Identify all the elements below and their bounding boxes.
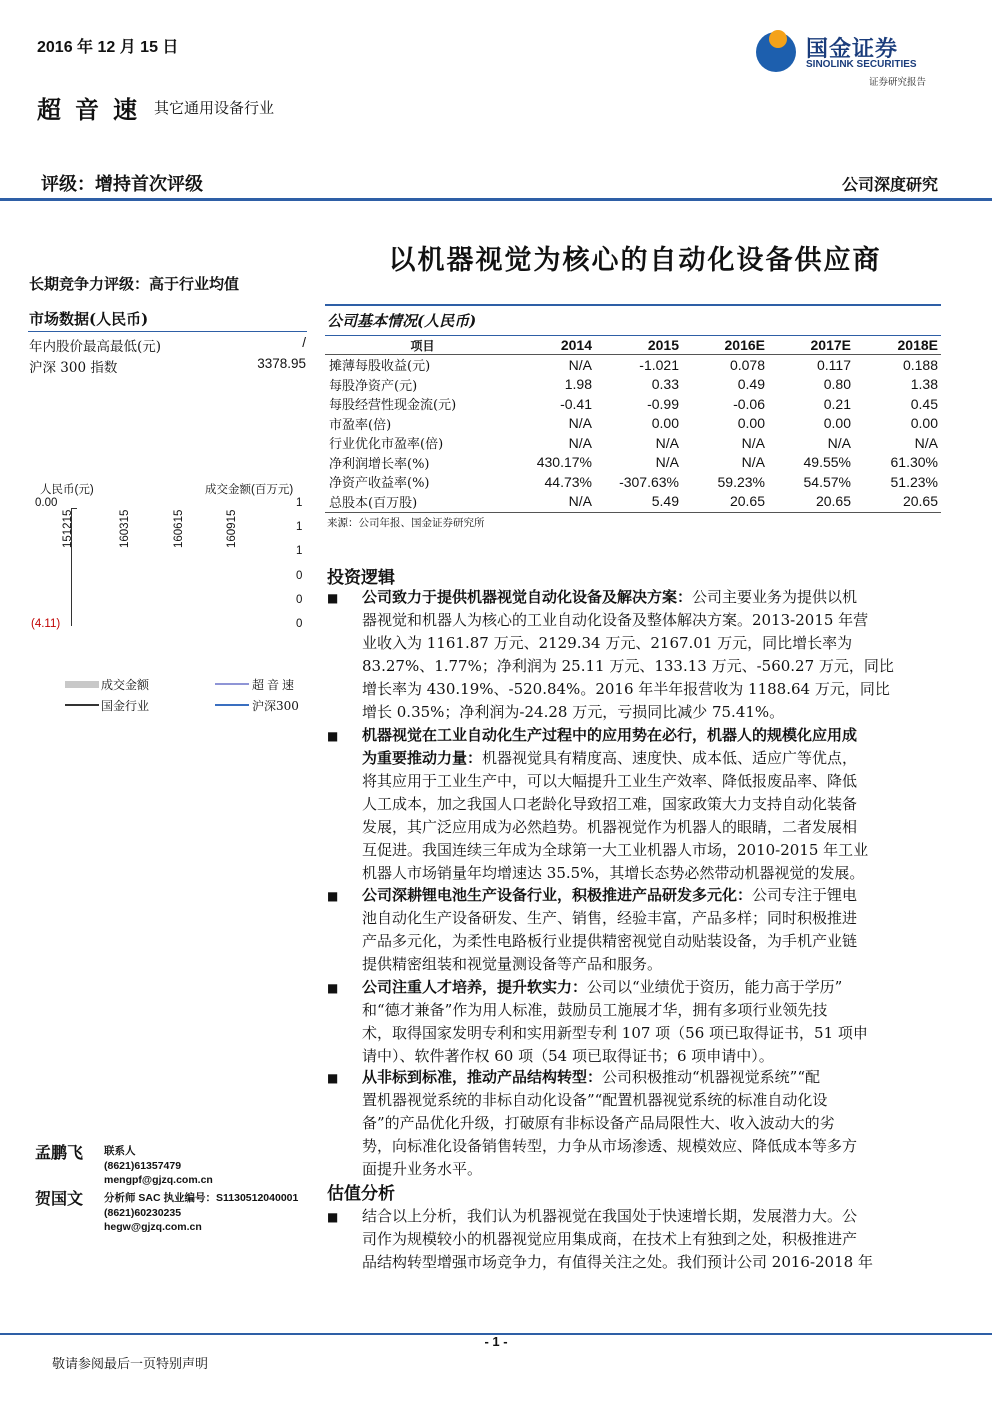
paragraph-line: 公司主要业务为提供以机 bbox=[692, 588, 858, 606]
bullet-icon: ■ bbox=[327, 729, 339, 743]
analyst-email[interactable]: hegw@gjzq.com.cn bbox=[104, 1221, 202, 1233]
bullet-icon: ■ bbox=[327, 981, 339, 995]
table-cell: N/A bbox=[741, 454, 765, 471]
table-cell: 每股经营性现金流(元) bbox=[329, 398, 457, 414]
footer-note: 敬请参阅最后一页特别声明 bbox=[52, 1357, 209, 1372]
table-cell: 0.45 bbox=[910, 395, 938, 412]
analyst-contact bbox=[104, 1191, 298, 1235]
table-cell: 0.00 bbox=[651, 415, 679, 432]
legend-swatch-hs300 bbox=[215, 704, 249, 706]
logic-paragraph bbox=[362, 884, 944, 976]
bullet-icon: ■ bbox=[327, 591, 339, 605]
table-header: 项目 bbox=[325, 336, 520, 355]
table-cell: 总股本(百万股) bbox=[329, 495, 418, 511]
paragraph-lead: 从非标到标准，推动产品结构转型： bbox=[362, 1068, 603, 1086]
y-right-tick: 0 bbox=[296, 570, 303, 582]
paragraph-line: 术，取得国家发明专利和实用新型专利 107 项（56 项已取得证书，51 项申 bbox=[362, 1024, 868, 1042]
legend-swatch-stock bbox=[215, 683, 249, 685]
y-right-axis-label: 成交金额(百万元) bbox=[205, 484, 294, 496]
paragraph-line: 提供精密组装和视觉量测设备等产品和服务。 bbox=[362, 955, 663, 973]
logo-mark-icon bbox=[756, 32, 796, 72]
table-bottom-divider bbox=[325, 512, 941, 513]
paragraph-lead: 公司深耕锂电池生产设备行业，积极推进产品研发多元化： bbox=[362, 886, 753, 904]
table-row bbox=[325, 472, 941, 492]
rating: 评级：增持首次评级 bbox=[41, 174, 203, 195]
market-data-value: 3378.95 bbox=[257, 356, 306, 371]
market-data-row bbox=[29, 356, 306, 376]
basic-info-table bbox=[325, 336, 941, 511]
legend-label: 成交金额 bbox=[101, 678, 150, 692]
section-title-logic: 投资逻辑 bbox=[327, 568, 395, 588]
table-cell: -0.99 bbox=[647, 395, 679, 412]
paragraph-line: 面提升业务水平。 bbox=[362, 1160, 483, 1178]
table-cell: -1.021 bbox=[639, 356, 679, 373]
table-cell: 0.078 bbox=[729, 356, 765, 373]
price-volume-chart bbox=[28, 478, 310, 640]
table-cell: 44.73% bbox=[544, 473, 592, 490]
table-cell: 市盈率(倍) bbox=[329, 417, 392, 433]
market-data-divider bbox=[28, 331, 307, 332]
y-right-tick: 0 bbox=[296, 594, 303, 606]
table-cell: N/A bbox=[655, 434, 679, 451]
paragraph-line: 将其应用于工业生产中，可以大幅提升工业生产效率、降低报废品率、降低 bbox=[362, 772, 858, 790]
table-cell: 0.49 bbox=[737, 376, 765, 393]
paragraph-line: 发展，其广泛应用成为必然趋势。机器视觉作为机器人的眼睛，二者发展相 bbox=[362, 818, 858, 836]
table-cell: N/A bbox=[914, 434, 938, 451]
basic-table-title: 公司基本情况(人民币) bbox=[327, 312, 477, 330]
table-cell: N/A bbox=[741, 434, 765, 451]
analyst-phone: (8621)60230235 bbox=[104, 1206, 182, 1219]
paragraph-line: 池自动化生产设备研发、生产、销售，经验丰富，产品多样；同时积极推进 bbox=[362, 909, 858, 927]
paragraph-line: 机器视觉具有精度高、速度快、成本低、适应广等优点， bbox=[482, 749, 858, 767]
paragraph-line: 备”的产品优化升级，打破原有非标设备产品局限性大、收入波动大的劣 bbox=[362, 1114, 835, 1132]
market-data-value: / bbox=[302, 335, 306, 350]
table-cell: 0.188 bbox=[902, 356, 938, 373]
industry-name: 其它通用设备行业 bbox=[154, 99, 275, 117]
header-divider bbox=[0, 198, 992, 201]
paragraph-line: 公司专注于锂电 bbox=[752, 886, 858, 904]
table-cell: 59.23% bbox=[717, 473, 765, 490]
paragraph-line: 势，向标准化设备销售转型，力争从市场渗透、规模效应、降低成本等多方 bbox=[362, 1137, 858, 1155]
table-cell: 0.21 bbox=[823, 395, 851, 412]
table-header: 2014 bbox=[520, 336, 595, 355]
table-cell: 0.00 bbox=[737, 415, 765, 432]
paragraph-line: 器视觉和机器人为核心的工业自动化设备及整体解决方案。2013-2015 年营 bbox=[362, 611, 869, 629]
legend-swatch-industry bbox=[65, 704, 99, 706]
paragraph-line: 增长 0.35%；净利润为-24.28 万元，亏损同比减少 75.41%。 bbox=[362, 703, 785, 721]
table-header: 2017E bbox=[768, 336, 854, 355]
y-left-axis-label: 人民币(元) bbox=[40, 484, 94, 496]
y-right-tick: 1 bbox=[296, 497, 303, 509]
paragraph-line: 和“德才兼备”作为用人标准，鼓励员工施展才华，拥有多项行业领先技 bbox=[362, 1001, 828, 1019]
logic-paragraph bbox=[362, 586, 944, 724]
report-title: 以机器视觉为核心的自动化设备供应商 bbox=[388, 245, 882, 276]
section-title-valuation: 估值分析 bbox=[327, 1184, 395, 1204]
table-cell: N/A bbox=[655, 454, 679, 471]
table-cell: 净利润增长率(%) bbox=[329, 456, 430, 472]
y-right-tick: 1 bbox=[296, 545, 303, 557]
company-name: 超音速 bbox=[37, 95, 151, 124]
logo-name: 国金证券 bbox=[806, 36, 899, 62]
bullet-icon: ■ bbox=[327, 1210, 339, 1224]
table-source: 来源：公司年报、国金证券研究所 bbox=[327, 517, 485, 529]
table-cell: 0.117 bbox=[817, 356, 851, 373]
market-data-label: 沪深 300 指数 bbox=[29, 360, 118, 376]
table-cell: N/A bbox=[568, 434, 592, 451]
sinolink-logo bbox=[756, 30, 946, 90]
analyst-contact bbox=[104, 1144, 213, 1188]
table-cell: -307.63% bbox=[619, 473, 679, 490]
paragraph-lead: 机器视觉在工业自动化生产过程中的应用势在必行，机器人的规模化应用成 bbox=[362, 726, 858, 744]
paragraph-line: 业收入为 1161.87 万元、2129.34 万元、2167.01 万元，同比增长率为 bbox=[362, 634, 853, 652]
x-tick: 160915 bbox=[226, 509, 238, 548]
y-left-tick: 0.00 bbox=[35, 497, 58, 509]
bullet-icon: ■ bbox=[327, 889, 339, 903]
table-cell: 54.57% bbox=[803, 473, 851, 490]
table-cell: -0.41 bbox=[560, 395, 592, 412]
table-cell: 净资产收益率(%) bbox=[329, 476, 430, 492]
table-cell: 0.00 bbox=[823, 415, 851, 432]
market-data-label: 年内股价最高最低(元) bbox=[29, 339, 162, 355]
table-row bbox=[325, 355, 941, 375]
table-cell: N/A bbox=[568, 356, 592, 373]
paragraph-line: 结合以上分析，我们认为机器视觉在我国处于快速增长期，发展潜力大。公 bbox=[362, 1207, 858, 1225]
x-tick: 160315 bbox=[119, 509, 131, 548]
table-cell: 每股净资产(元) bbox=[329, 378, 418, 394]
table-header: 2018E bbox=[854, 336, 941, 355]
paragraph-line: 品结构转型增强市场竞争力，有值得关注之处。我们预计公司 2016-2018 年 bbox=[362, 1253, 873, 1271]
analyst-name: 贺国文 bbox=[35, 1189, 84, 1208]
report-date: 2016 年 12 月 15 日 bbox=[37, 39, 179, 56]
table-cell: 20.65 bbox=[815, 493, 851, 510]
logic-paragraph bbox=[362, 1066, 944, 1181]
y-right-tick: 0 bbox=[296, 618, 303, 630]
table-cell: -0.06 bbox=[733, 395, 765, 412]
table-row bbox=[325, 375, 941, 395]
legend-label: 沪深300 bbox=[252, 699, 299, 713]
paragraph-lead: 公司致力于提供机器视觉自动化设备及解决方案： bbox=[362, 588, 693, 606]
table-header: 2016E bbox=[682, 336, 768, 355]
table-header: 2015 bbox=[595, 336, 682, 355]
paragraph-line: 产品多元化，为柔性电路板行业提供精密视觉自动贴装设备，为手机产业链 bbox=[362, 932, 858, 950]
paragraph-line: 增长率为 430.19%、-520.84%。2016 年半年报营收为 1188.64 万元，同比 bbox=[362, 680, 890, 698]
analyst-role: 联系人 bbox=[104, 1145, 136, 1157]
table-cell: 0.00 bbox=[910, 415, 938, 432]
table-cell: 1.38 bbox=[910, 376, 938, 393]
bullet-icon: ■ bbox=[327, 1071, 339, 1085]
paragraph-line: 司作为规模较小的机器视觉应用集成商，在技术上有独到之处，积极推进产 bbox=[362, 1230, 858, 1248]
table-cell: 0.80 bbox=[823, 376, 851, 393]
table-row bbox=[325, 394, 941, 414]
table-cell: 20.65 bbox=[729, 493, 765, 510]
market-data-title: 市场数据(人民币) bbox=[29, 310, 149, 328]
legend-label: 国金行业 bbox=[101, 699, 150, 713]
x-tick: 160615 bbox=[173, 509, 185, 548]
table-cell: 0.33 bbox=[651, 376, 679, 393]
table-cell: 61.30% bbox=[890, 454, 938, 471]
legend-label: 超音速 bbox=[252, 678, 298, 692]
table-row bbox=[325, 414, 941, 434]
table-cell: 49.55% bbox=[803, 454, 851, 471]
legend-swatch-volume bbox=[65, 681, 99, 688]
table-row bbox=[325, 492, 941, 512]
paragraph-line: 机器人市场销量年均增速达 35.5%，其增长态势必然带动机器视觉的发展。 bbox=[362, 864, 865, 882]
paragraph-line: 互促进。我国连续三年成为全球第一大工业机器人市场，2010-2015 年工业 bbox=[362, 841, 869, 859]
table-cell: 51.23% bbox=[890, 473, 938, 490]
valuation-paragraph bbox=[362, 1205, 944, 1274]
paragraph-lead: 公司注重人才培养，提升软实力： bbox=[362, 978, 588, 996]
paragraph-line: 请中）、软件著作权 60 项（54 项已取得证书；6 项申请中）。 bbox=[362, 1047, 774, 1065]
table-cell: N/A bbox=[827, 434, 851, 451]
table-top-divider bbox=[325, 304, 941, 306]
page-number: - 1 - bbox=[484, 1334, 508, 1349]
table-cell: N/A bbox=[568, 493, 592, 510]
analyst-name: 孟鹏飞 bbox=[35, 1143, 84, 1162]
logic-paragraph bbox=[362, 976, 944, 1068]
analyst-role: 分析师 SAC 执业编号：S1130512040001 bbox=[104, 1192, 299, 1204]
analyst-phone: (8621)61357479 bbox=[104, 1159, 182, 1172]
logo-name-en: SINOLINK SECURITIES bbox=[806, 59, 917, 70]
y-right-tick: 1 bbox=[296, 521, 303, 533]
market-data-row bbox=[29, 335, 306, 355]
table-row bbox=[325, 453, 941, 473]
analyst-email[interactable]: mengpf@gjzq.com.cn bbox=[104, 1174, 213, 1186]
y-left-tick: (4.11) bbox=[31, 618, 61, 630]
paragraph-line: 83.27%、1.77%；净利润为 25.11 万元、133.13 万元、-560.27 万元，同比 bbox=[362, 657, 894, 675]
report-type: 公司深度研究 bbox=[841, 175, 938, 194]
paragraph-lead: 为重要推动力量： bbox=[362, 749, 483, 767]
paragraph-line: 置机器视觉系统的非标自动化设备”“配置机器视觉系统的标准自动化设 bbox=[362, 1091, 828, 1109]
paragraph-line: 公司积极推动“机器视觉系统”“配 bbox=[602, 1068, 821, 1086]
table-header-row bbox=[325, 336, 941, 355]
logo-subtitle: 证券研究报告 bbox=[869, 77, 927, 88]
table-cell: 1.98 bbox=[564, 376, 592, 393]
logic-paragraph bbox=[362, 724, 944, 885]
paragraph-line: 人工成本，加之我国人口老龄化导致招工难，国家政策大力支持自动化装备 bbox=[362, 795, 858, 813]
table-cell: N/A bbox=[568, 415, 592, 432]
paragraph-line: 公司以“业绩优于资历，能力高于学历” bbox=[587, 978, 843, 996]
table-cell: 430.17% bbox=[536, 454, 592, 471]
table-row bbox=[325, 433, 941, 453]
table-cell: 摊薄每股收益(元) bbox=[329, 359, 431, 375]
table-cell: 5.49 bbox=[651, 493, 679, 510]
long-term-rating: 长期竞争力评级：高于行业均值 bbox=[29, 275, 240, 293]
table-cell: 20.65 bbox=[902, 493, 938, 510]
x-tick: 151215 bbox=[62, 509, 74, 548]
table-cell: 行业优化市盈率(倍) bbox=[329, 437, 444, 453]
